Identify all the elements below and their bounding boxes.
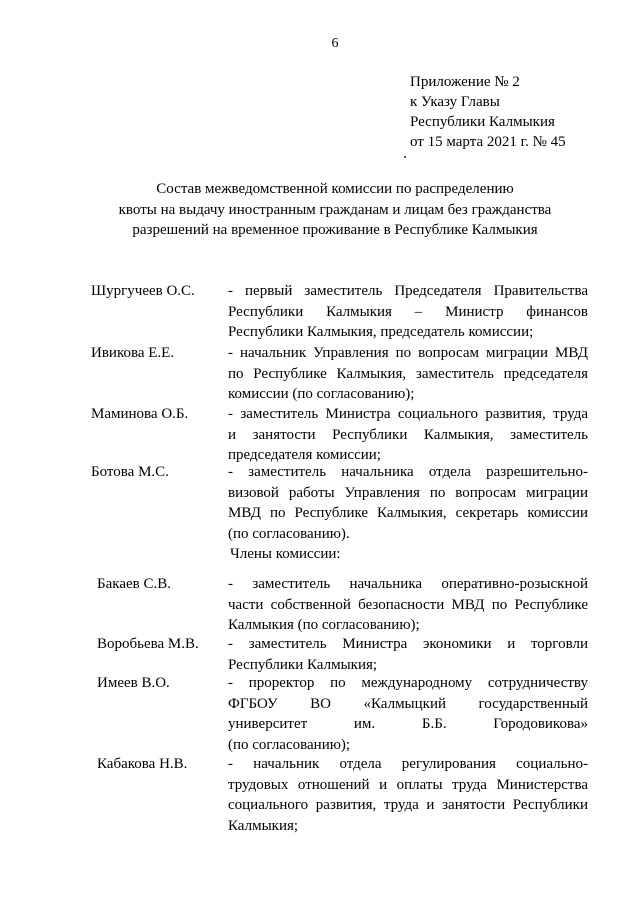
role-line: Калмыкия; (228, 817, 299, 834)
role-line: комиссии (по согласованию); (228, 386, 415, 402)
person-name: Маминова О.Б. (91, 406, 189, 422)
appendix-header (410, 72, 566, 152)
role-line: социального развития, труда и занятости Республики (228, 797, 588, 813)
appendix-line-1: Приложение № 2 (410, 74, 520, 90)
person-name: Кабакова Н.В. (97, 756, 188, 772)
appendix-line-3: Республики Калмыкия (410, 114, 555, 130)
role-line: части собственной безопасности МВД по Республике (228, 596, 588, 613)
role-line: и занятости Республики Калмыкия, заместитель (228, 426, 588, 443)
person-name: Шургучеев О.С. (91, 283, 195, 299)
person-role (228, 343, 588, 405)
person-name: Имеев В.О. (97, 675, 170, 691)
members-heading: Члены комиссии: (230, 546, 341, 562)
role-line: - заместитель начальника оперативно-розыскной (228, 576, 588, 592)
role-line: Республики Калмыкия – Министр финансов (228, 303, 588, 320)
role-line: по Республике Калмыкия, заместитель председателя (228, 365, 588, 382)
role-line: университет им. Б.Б. Городовикова» (228, 716, 588, 732)
document-title (60, 179, 610, 241)
role-line: визовой работы Управления по вопросам миграции (228, 484, 588, 501)
page-number: 6 (331, 36, 339, 51)
role-line: Республики Калмыкия; (228, 656, 378, 673)
role-line: трудовых отношений и оплаты труда Министерства (228, 776, 588, 793)
role-line: председателя комиссии; (228, 447, 381, 463)
role-line: - заместитель Министра социального развития, труда (228, 406, 588, 422)
appendix-line-2: к Указу Главы (410, 94, 500, 110)
role-line: (по согласованию); (228, 736, 351, 753)
role-line: - начальник отдела регулирования социально- (228, 756, 588, 772)
title-line-3: разрешений на временное проживание в Республике Калмыкия (132, 222, 538, 238)
title-line-1: Состав межведомственной комиссии по распределению (156, 181, 514, 197)
person-role (228, 754, 588, 836)
person-name: Воробьева М.В. (97, 636, 199, 652)
role-line: Республики Калмыкия, председатель комиссии; (228, 324, 534, 340)
role-line: (по согласованию). (228, 525, 350, 542)
role-line: - начальник Управления по вопросам миграции МВД (228, 345, 588, 361)
scan-dot (404, 156, 406, 158)
person-name: Бакаев С.В. (97, 576, 171, 592)
person-role (228, 574, 588, 636)
role-line: - заместитель начальника отдела разрешительно- (228, 464, 588, 480)
person-role (228, 462, 588, 544)
appendix-line-4: от 15 марта 2021 г. № 45 (410, 134, 566, 150)
role-line: Калмыкия (по согласованию); (228, 617, 420, 633)
role-line: ФГБОУ ВО «Калмыцкий государственный (228, 695, 588, 712)
role-line: МВД по Республике Калмыкия, секретарь комиссии (228, 505, 588, 521)
person-name: Ивикова Е.Е. (91, 345, 175, 361)
person-role (228, 673, 588, 755)
person-role (228, 281, 588, 343)
title-line-2: квоты на выдачу иностранным гражданам и лицам без гражданства (118, 201, 552, 218)
role-line: - первый заместитель Председателя Правительства (228, 283, 588, 299)
person-role (228, 404, 588, 466)
person-name: Ботова М.С. (91, 464, 169, 480)
role-line: - проректор по международному сотрудничеству (228, 675, 588, 691)
role-line: - заместитель Министра экономики и торговли (228, 636, 588, 652)
person-role (228, 634, 588, 675)
